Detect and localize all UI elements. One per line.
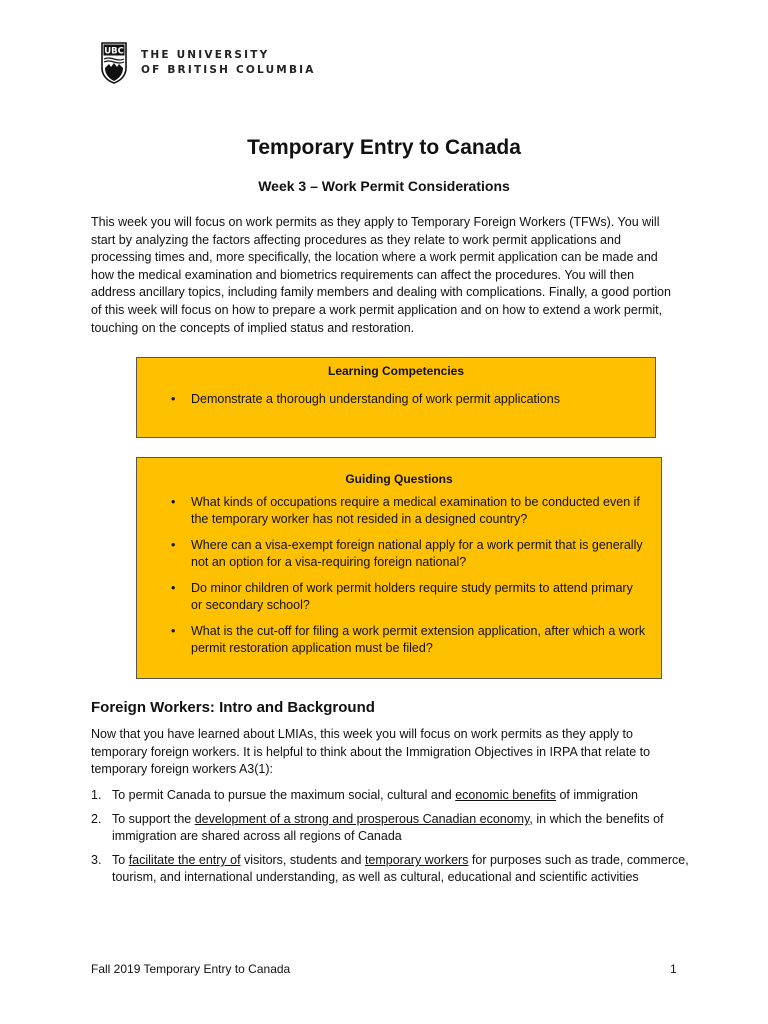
footer-text: Fall 2019 Temporary Entry to Canada (91, 962, 291, 976)
objective-text: To (112, 853, 129, 867)
objective-text: , in which the benefits of immigration are shared across all regions of Canada (112, 812, 664, 843)
objective-underlined-text: facilitate the entry of (128, 853, 241, 867)
list-item-text: What kinds of occupations require a medical examination to be conducted even if the temporary worker has not resided in a designed country? (191, 495, 640, 526)
guiding-questions-title: Guiding Questions (345, 472, 453, 486)
bullet-icon: • (171, 495, 176, 509)
objective-text: for purposes such as trade, commerce, tourism, and international understanding, as well as cultural, educational and scientific activities (112, 853, 689, 884)
objective-text: of immigration (556, 788, 638, 802)
bullet-icon: • (171, 624, 176, 638)
objective-underlined-text: development of a strong and prosperous Canadian economy (194, 812, 530, 826)
university-name-line1: THE UNIVERSITY (141, 49, 270, 61)
university-name (141, 48, 316, 78)
section-heading: Foreign Workers: Intro and Background (91, 699, 375, 716)
section-body: Now that you have learned about LMIAs, this week you will focus on work permits as they apply to temporary foreign workers. It is helpful to think about the Immigration Objectives in IRPA that relate to temporary foreign workers A3(1): (91, 727, 651, 777)
objective-item (91, 787, 691, 804)
learning-competencies-box (136, 357, 656, 438)
objective-item (91, 811, 691, 845)
objective-number: 2. (91, 812, 102, 826)
document-title: Temporary Entry to Canada (247, 136, 521, 159)
objective-underlined-text: economic benefits (455, 788, 556, 802)
objective-text: To permit Canada to pursue the maximum social, cultural and (112, 788, 456, 802)
list-item (137, 537, 661, 571)
list-item-text: Demonstrate a thorough understanding of work permit applications (191, 392, 560, 406)
list-item-text: What is the cut-off for filing a work permit extension application, after which a work permit restoration application must be filed? (191, 624, 646, 655)
guiding-questions-box (136, 457, 662, 679)
immigration-objectives-list (91, 787, 691, 893)
ubc-crest-icon (101, 42, 127, 84)
list-item (137, 623, 661, 657)
objective-item (91, 852, 691, 886)
intro-paragraph: This week you will focus on work permits as they apply to Temporary Foreign Workers (TFWs). You will start by analyzing the factors affecting procedures as they relate to work permit applications and processing times and, more specifically, the location where a work permit application can be made and how the medical examination and biometrics requirements can affect the procedures. You will then address ancillary topics, including family members and dealing with complications. Finally, a good portion of this week will focus on how to prepare a work permit application and on how to extend a work permit, touching on the concepts of implied status and restoration. (91, 215, 671, 335)
objective-number: 1. (91, 788, 102, 802)
objective-number: 3. (91, 853, 102, 867)
svg-text:UBC: UBC (104, 46, 124, 57)
learning-competencies-title: Learning Competencies (327, 364, 465, 378)
university-name-line2: OF BRITISH COLUMBIA (141, 64, 316, 76)
page-number: 1 (670, 962, 677, 976)
objective-underlined-text: temporary workers (364, 853, 469, 867)
bullet-icon: • (171, 581, 176, 595)
guiding-questions-list (137, 494, 661, 657)
objective-text: visitors, students and (240, 853, 365, 867)
learning-competencies-list (137, 391, 655, 408)
list-item (137, 494, 661, 528)
bullet-icon: • (171, 538, 176, 552)
document-subtitle: Week 3 – Work Permit Considerations (258, 178, 510, 194)
list-item (137, 391, 655, 408)
list-item (137, 580, 661, 614)
objective-text: To support the (112, 812, 195, 826)
list-item-text: Do minor children of work permit holders require study permits to attend primary or secondary school? (191, 581, 633, 612)
list-item-text: Where can a visa-exempt foreign national apply for a work permit that is generally not an option for a visa-requiring foreign national? (191, 538, 643, 569)
bullet-icon: • (171, 392, 176, 406)
ubc-logo (101, 42, 316, 84)
